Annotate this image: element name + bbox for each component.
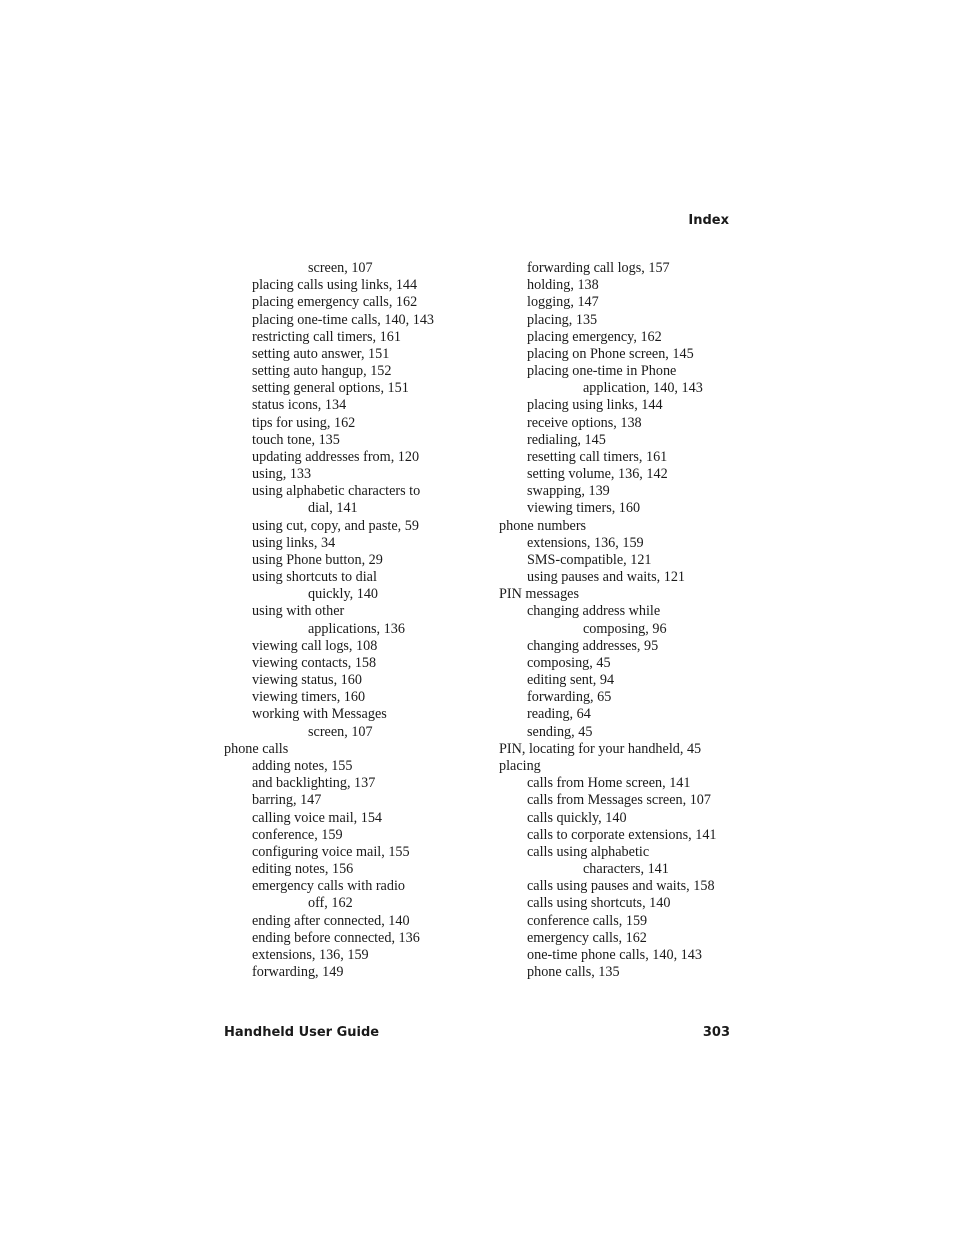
index-continuation: dial, 141 [308,500,358,517]
index-entry: PIN, locating for your handheld, 45 [499,740,702,757]
index-subentry: ending after connected, 140 [252,912,410,929]
index-subentry: setting volume, 136, 142 [527,466,668,483]
index-subentry: status icons, 134 [252,397,347,414]
index-subentry: SMS-compatible, 121 [527,551,652,568]
index-subentry: resetting call timers, 161 [527,448,668,465]
index-subentry: editing notes, 156 [252,861,354,878]
index-subentry: conference calls, 159 [527,912,648,929]
index-subentry: barring, 147 [252,792,322,809]
index-subentry: using, 133 [252,466,312,483]
index-continuation: screen, 107 [308,723,373,740]
index-subentry: viewing contacts, 158 [252,654,377,671]
index-subentry: forwarding, 149 [252,964,344,981]
index-subentry: using cut, copy, and paste, 59 [252,517,419,534]
index-subentry: sending, 45 [527,723,593,740]
index-subentry: extensions, 136, 159 [252,946,369,963]
index-continuation: application, 140, 143 [583,380,703,397]
index-subentry: setting auto answer, 151 [252,345,390,362]
index-subentry: placing using links, 144 [527,397,663,414]
index-subentry: composing, 45 [527,654,611,671]
index-subentry: calling voice mail, 154 [252,809,383,826]
index-subentry: placing one-time in Phone [527,363,677,380]
index-subentry: using shortcuts to dial [252,569,377,586]
index-subentry: configuring voice mail, 155 [252,843,410,860]
index-subentry: phone calls, 135 [527,964,620,981]
index-subentry: using links, 34 [252,534,336,551]
index-subentry: calls quickly, 140 [527,809,627,826]
index-subentry: placing calls using links, 144 [252,277,418,294]
index-subentry: using Phone button, 29 [252,551,383,568]
index-continuation: screen, 107 [308,260,373,276]
index-subentry: extensions, 136, 159 [527,534,644,551]
footer-book-title: Handheld User Guide [224,1025,380,1040]
index-subentry: calls using shortcuts, 140 [527,895,671,912]
index-subentry: ending before connected, 136 [252,929,420,946]
index-subentry: changing address while [527,603,661,620]
index-subentry: emergency calls with radio [252,878,405,895]
index-continuation: characters, 141 [583,861,669,878]
index-subentry: placing on Phone screen, 145 [527,345,694,362]
index-subentry: restricting call timers, 161 [252,328,401,345]
index-subentry: changing addresses, 95 [527,637,659,654]
index-subentry: placing emergency calls, 162 [252,294,418,311]
index-subentry: viewing timers, 160 [527,500,641,517]
footer-page-number: 303 [702,1025,730,1040]
index-subentry: conference, 159 [252,826,343,843]
index-subentry: calls from Messages screen, 107 [527,792,711,809]
index-subentry: updating addresses from, 120 [252,448,420,465]
index-subentry: viewing call logs, 108 [252,637,378,654]
index-subentry: forwarding call logs, 157 [527,260,670,276]
index-column-right [499,260,749,981]
index-subentry: calls from Home screen, 141 [527,775,691,792]
index-subentry: placing, 135 [527,311,598,328]
index-subentry: redialing, 145 [527,431,606,448]
index-subentry: editing sent, 94 [527,672,615,689]
index-subentry: one-time phone calls, 140, 143 [527,946,702,963]
index-subentry: receive options, 138 [527,414,642,431]
index-subentry: holding, 138 [527,277,599,294]
index-subentry: and backlighting, 137 [252,775,376,792]
index-subentry: adding notes, 155 [252,757,353,774]
index-entry: phone numbers [499,517,587,534]
index-subentry: viewing timers, 160 [252,689,366,706]
index-continuation: composing, 96 [583,620,667,637]
index-entry: PIN messages [499,586,579,603]
index-subentry: calls using pauses and waits, 158 [527,878,715,895]
index-subentry: swapping, 139 [527,483,610,500]
index-continuation: off, 162 [308,895,353,912]
index-subentry: placing one-time calls, 140, 143 [252,311,435,328]
index-subentry: reading, 64 [527,706,591,723]
index-subentry: tips for using, 162 [252,414,356,431]
running-header-title: Index [688,213,729,228]
index-subentry: touch tone, 135 [252,431,340,448]
index-continuation: applications, 136 [308,620,405,637]
index-subentry: calls to corporate extensions, 141 [527,826,717,843]
index-subentry: forwarding, 65 [527,689,612,706]
index-entry: phone calls [224,740,289,757]
index-subentry: logging, 147 [527,294,599,311]
index-subentry: viewing status, 160 [252,672,362,689]
index-subentry: emergency calls, 162 [527,929,647,946]
index-subentry: using alphabetic characters to [252,483,421,500]
index-subentry: setting general options, 151 [252,380,409,397]
index-subentry: using pauses and waits, 121 [527,569,686,586]
index-subentry: placing emergency, 162 [527,328,662,345]
index-column-left [224,260,494,981]
index-entry: placing [499,757,541,774]
index-subentry: working with Messages [252,706,387,723]
index-subentry: setting auto hangup, 152 [252,363,392,380]
index-continuation: quickly, 140 [308,586,379,603]
index-subentry: calls using alphabetic [527,843,650,860]
index-subentry: using with other [252,603,345,620]
